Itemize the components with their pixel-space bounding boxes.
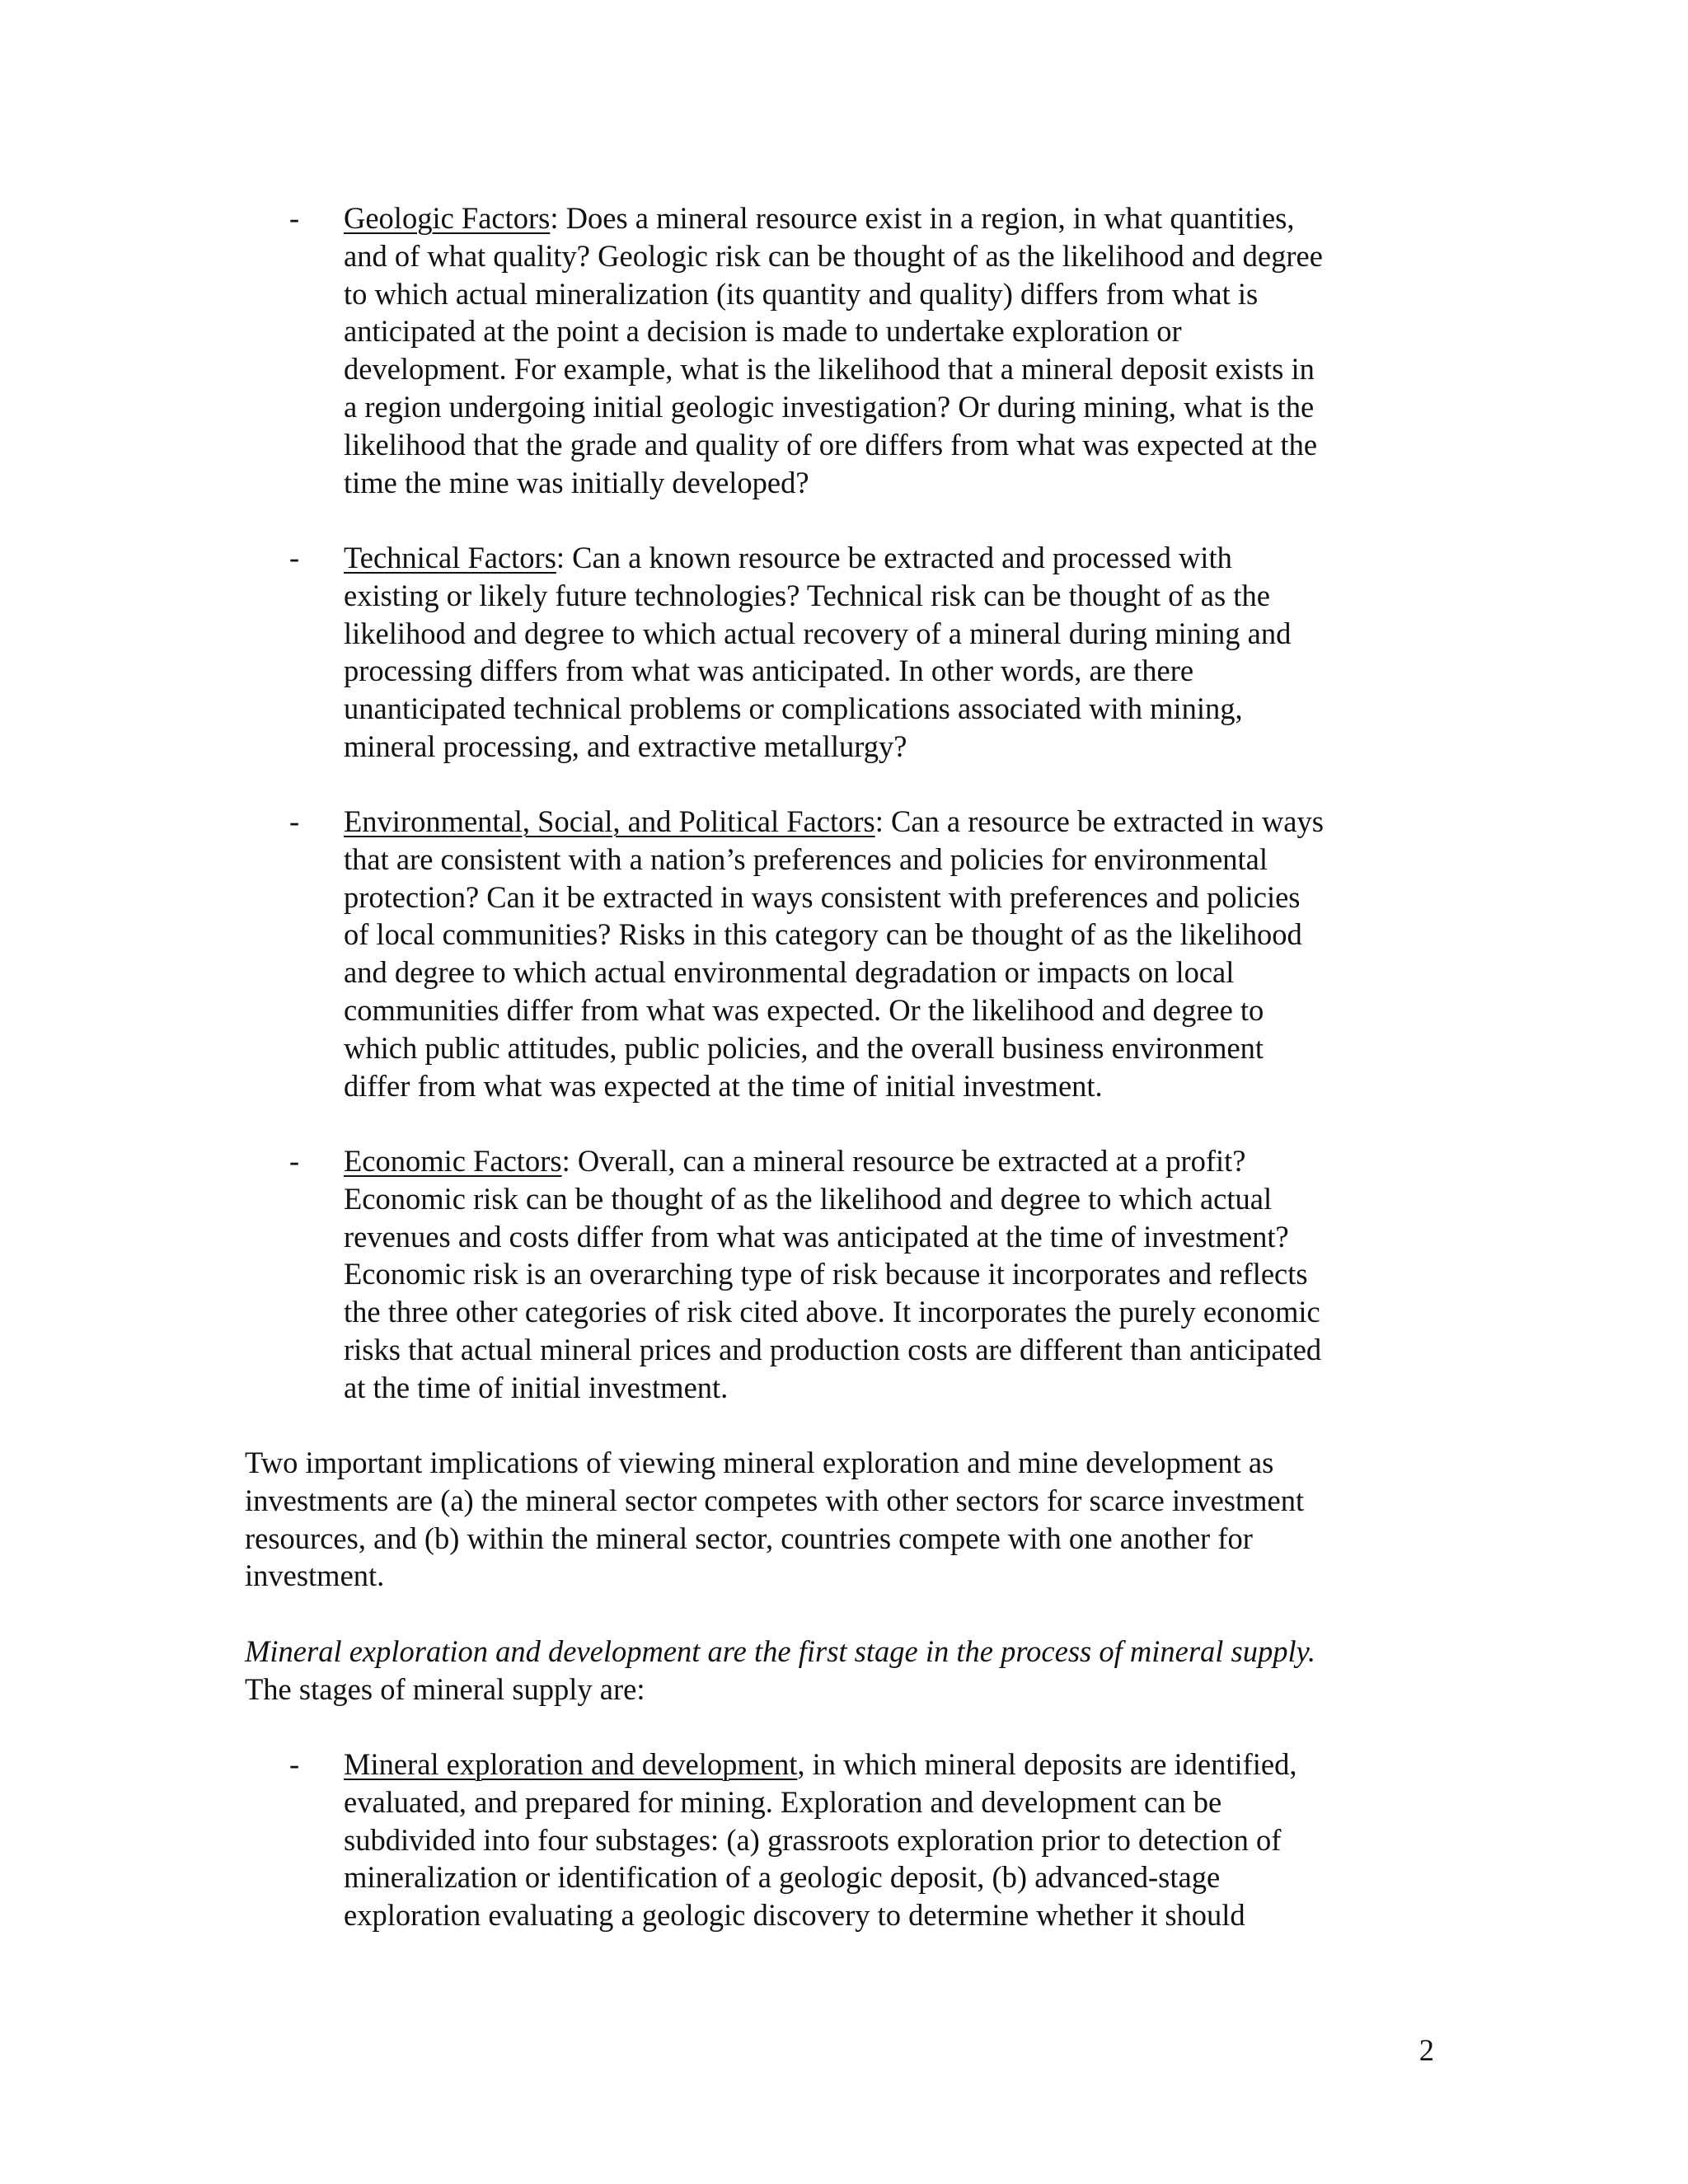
paragraph-italic-line: Mineral exploration and development are the first stage in the process of mineral supply. [245, 1634, 1315, 1668]
bullet-line: differ from what was expected at the time of initial investment. [344, 1068, 1103, 1103]
bullet-heading: Economic Factors [344, 1144, 562, 1178]
bullet-line: to which actual mineralization (its quantity and quality) differs from what is [344, 276, 1259, 311]
bullet-line: likelihood that the grade and quality of ore differs from what was expected at the [344, 427, 1318, 462]
bullet-line: which public attitudes, public policies, and the overall business environment [344, 1030, 1264, 1065]
paragraph-stages [245, 1633, 1432, 1708]
bullet-line: the three other categories of risk cited above. It incorporates the purely economic [344, 1295, 1320, 1329]
bullet-line: exploration evaluating a geologic discovery to determine whether it should [344, 1898, 1245, 1933]
bullet-line: mineral processing, and extractive metallurgy? [344, 729, 907, 763]
bullet-line: unanticipated technical problems or complications associated with mining, [344, 691, 1243, 726]
bullet-line: processing differs from what was anticipated. In other words, are there [344, 654, 1194, 688]
bullet-line: likelihood and degree to which actual recovery of a mineral during mining and [344, 616, 1292, 650]
bullet-line: revenues and costs differ from what was anticipated at the time of investment? [344, 1219, 1289, 1254]
bullet-line: and of what quality? Geologic risk can be thought of as the likelihood and degree [344, 238, 1323, 273]
bullet-heading: Mineral exploration and development [344, 1747, 798, 1781]
bullet-dash: - [289, 804, 300, 838]
bullet-line: communities differ from what was expected. Or the likelihood and degree to [344, 992, 1264, 1027]
bullet-heading: Technical Factors [344, 541, 556, 574]
bullet-line: at the time of initial investment. [344, 1370, 729, 1404]
bullet-dash: - [289, 541, 300, 574]
bullet-line: a region undergoing initial geologic investigation? Or during mining, what is the [344, 389, 1315, 424]
bullet-line: mineralization or identification of a geologic deposit, (b) advanced-stage [344, 1860, 1221, 1895]
page-number: 2 [1418, 2033, 1434, 2067]
paragraph-line: resources, and (b) within the mineral sector, countries compete with one another for [245, 1521, 1253, 1555]
bullet-line: that are consistent with a nation’s preferences and policies for environmental [344, 841, 1268, 876]
bullet-line: Economic Factors: Overall, can a mineral resource be extracted at a profit? [344, 1144, 1246, 1178]
bullet-geologic-factors [344, 199, 1432, 501]
bullet-line: Economic risk is an overarching type of risk because it incorporates and reflects [344, 1257, 1308, 1291]
bullet-line: existing or likely future technologies? Technical risk can be thought of as the [344, 578, 1270, 612]
bullet-line: and degree to which actual environmental degradation or impacts on local [344, 955, 1235, 990]
bullet-technical-factors [344, 539, 1432, 766]
bullet-line: subdivided into four substages: (a) grassroots exploration prior to detection of [344, 1822, 1282, 1857]
bullet-line: Geologic Factors: Does a mineral resource exist in a region, in what quantities, [344, 201, 1295, 235]
bullet-line: protection? Can it be extracted in ways consistent with preferences and policies [344, 879, 1301, 914]
bullet-line: Economic risk can be thought of as the likelihood and degree to which actual [344, 1181, 1273, 1216]
bullet-line: of local communities? Risks in this category can be thought of as the likelihood [344, 917, 1302, 952]
paragraph-implications [245, 1444, 1432, 1595]
bullet-dash: - [289, 1144, 300, 1178]
bullet-line: evaluated, and prepared for mining. Exploration and development can be [344, 1784, 1222, 1819]
paragraph-line: investments are (a) the mineral sector competes with other sectors for scarce investment [245, 1483, 1305, 1517]
bullet-line: Technical Factors: Can a known resource be extracted and processed with [344, 541, 1232, 574]
bullet-line: anticipated at the point a decision is made to undertake exploration or [344, 314, 1182, 349]
paragraph-line: investment. [245, 1558, 385, 1593]
bullet-dash: - [289, 1747, 300, 1781]
bullet-dash: - [289, 201, 300, 235]
paragraph-line: The stages of mineral supply are: [245, 1671, 645, 1706]
bullet-heading: Environmental, Social, and Political Factors [344, 804, 875, 838]
paragraph-line: Two important implications of viewing mineral exploration and mine development as [245, 1446, 1274, 1479]
bullet-line: Mineral exploration and development, in which mineral deposits are identified, [344, 1747, 1297, 1781]
bullet-economic-factors [344, 1142, 1432, 1407]
bullet-heading: Geologic Factors [344, 201, 551, 235]
bullet-line: Environmental, Social, and Political Factors: Can a resource be extracted in ways [344, 804, 1324, 838]
bullet-line: time the mine was initially developed? [344, 465, 809, 499]
bullet-line: risks that actual mineral prices and production costs are different than anticipated [344, 1332, 1322, 1366]
bullet-environmental-factors [344, 803, 1432, 1104]
bullet-line: development. For example, what is the likelihood that a mineral deposit exists in [344, 352, 1315, 387]
bullet-mineral-exploration [344, 1746, 1432, 1934]
